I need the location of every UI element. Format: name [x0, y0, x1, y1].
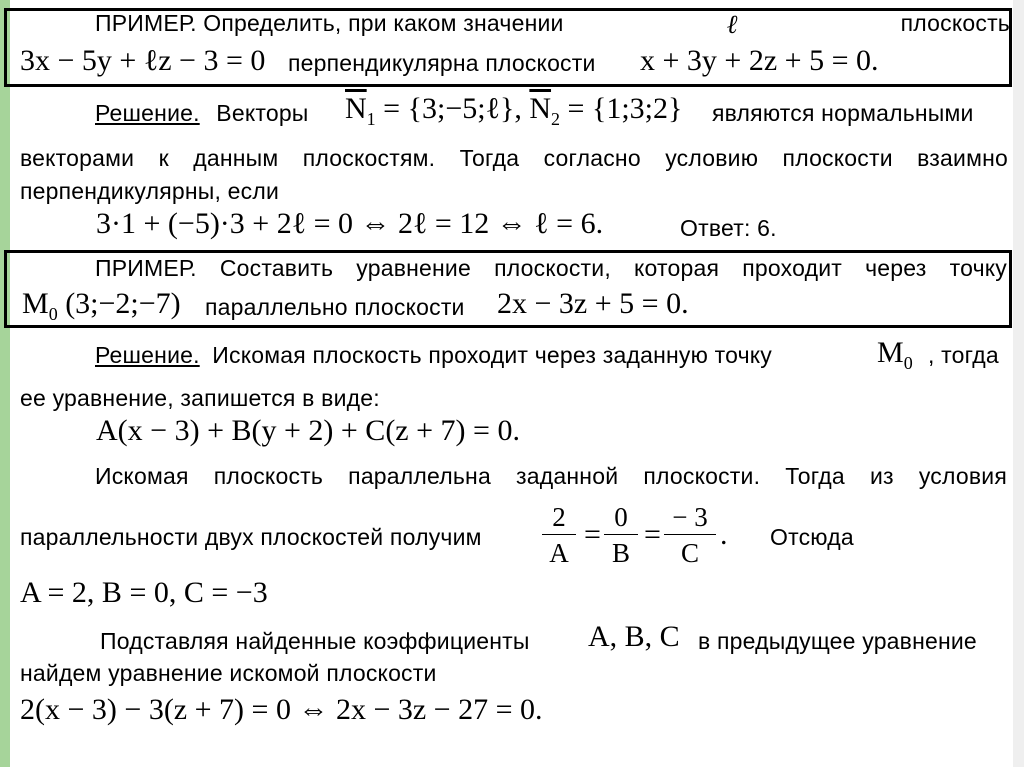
solution2-coeffs: A = 2, B = 0, C = −3 — [20, 576, 268, 609]
solution1-line3: перпендикулярны, если — [20, 178, 280, 204]
solution2-m0 — [877, 336, 913, 374]
solution2-line6: найдем уравнение искомой плоскости — [20, 660, 437, 686]
solution2-line5b: в предыдущее уравнение — [698, 628, 977, 654]
example2-line1: ПРИМЕР. Составить уравнение плоскости, которая проходит через точку — [95, 255, 1007, 281]
solution2-rest1b: , тогда — [928, 342, 999, 368]
frac3-denominator: C — [680, 538, 699, 568]
example1-eq2: x + 3y + 2z + 5 = 0. — [640, 44, 879, 77]
example1-var: ℓ — [726, 10, 738, 39]
n2-subscript: 2 — [551, 109, 561, 129]
example2-point — [22, 287, 181, 325]
example1-perp-text: перпендикулярна плоскости — [288, 50, 596, 76]
solution2-line1 — [95, 342, 772, 369]
frac1-denominator: A — [549, 538, 569, 568]
solution1-vectors — [345, 92, 682, 130]
solution2-final: 2(x − 3) − 3(z + 7) = 0 ⇔ 2x − 3z − 27 = 0. — [20, 693, 543, 726]
frac1-numerator: 2 — [542, 500, 576, 535]
solution1-line2: векторами к данным плоскостям. Тогда согласно условию плоскости взаимно — [20, 145, 1008, 171]
n2-symbol: $\overline{N}$ — [529, 92, 552, 125]
fraction-minus3-over-c — [664, 500, 716, 571]
solution2-rest1: Искомая плоскость проходит через заданную точку — [212, 342, 772, 368]
solution2-line2: ее уравнение, запишется в виде: — [20, 385, 380, 411]
n2-value: = {1;3;2} — [567, 92, 683, 125]
fraction-2-over-a — [542, 500, 576, 571]
n1-symbol: $\overline{N}$ — [345, 92, 367, 125]
solution2-line5a: Подставляя найденные коэффициенты — [100, 628, 530, 654]
example1-line1 — [95, 10, 1010, 40]
frac-eq-sign-2: = — [644, 518, 661, 551]
example2-eq: 2x − 3z + 5 = 0. — [497, 287, 689, 320]
solution1-line1 — [95, 100, 309, 127]
solution2-formula1: A(x − 3) + B(y + 2) + C(z + 7) = 0. — [96, 414, 520, 447]
frac3-numerator: − 3 — [664, 500, 716, 535]
frac2-numerator: 0 — [604, 500, 638, 535]
frac2-denominator: B — [611, 538, 630, 568]
point-symbol: M — [22, 287, 49, 320]
fraction-0-over-b — [604, 500, 638, 571]
solution2-otsyuda: Отсюда — [770, 524, 854, 550]
solution1-formula: 3·1 + (−5)·3 + 2ℓ = 0 ⇔ 2ℓ = 12 ⇔ ℓ = 6. — [96, 207, 604, 240]
frac-dot: . — [720, 518, 728, 551]
solution1-vectors-word: Векторы — [216, 100, 309, 126]
point-subscript: 0 — [48, 304, 58, 324]
solution2-line3: Искомая плоскость параллельна заданной плоскости. Тогда из условия — [95, 463, 1007, 489]
example1-eq1: 3x − 5y + ℓz − 3 = 0 — [20, 44, 266, 77]
solution1-head: Решение. — [95, 100, 200, 126]
right-frame — [1013, 0, 1024, 767]
m0-subscript: 0 — [903, 353, 913, 373]
solution2-abc: A, B, C — [588, 620, 680, 653]
point-value: (3;−2;−7) — [65, 287, 181, 320]
solution2-head: Решение. — [95, 342, 200, 368]
n1-value: = {3;−5;ℓ}, — [383, 92, 522, 125]
solution2-line4: параллельности двух плоскостей получим — [20, 524, 482, 550]
example2-parallel-text: параллельно плоскости — [205, 294, 465, 320]
solution1-rest1: являются нормальными — [712, 100, 974, 126]
m0-symbol: M — [877, 336, 904, 369]
solution1-answer: Ответ: 6. — [680, 215, 777, 241]
example1-word-plane: плоскость — [900, 10, 1010, 36]
example1-label: ПРИМЕР. Определить, при каком значении — [95, 10, 564, 36]
frac-eq-sign-1: = — [584, 518, 601, 551]
n1-subscript: 1 — [366, 109, 376, 129]
